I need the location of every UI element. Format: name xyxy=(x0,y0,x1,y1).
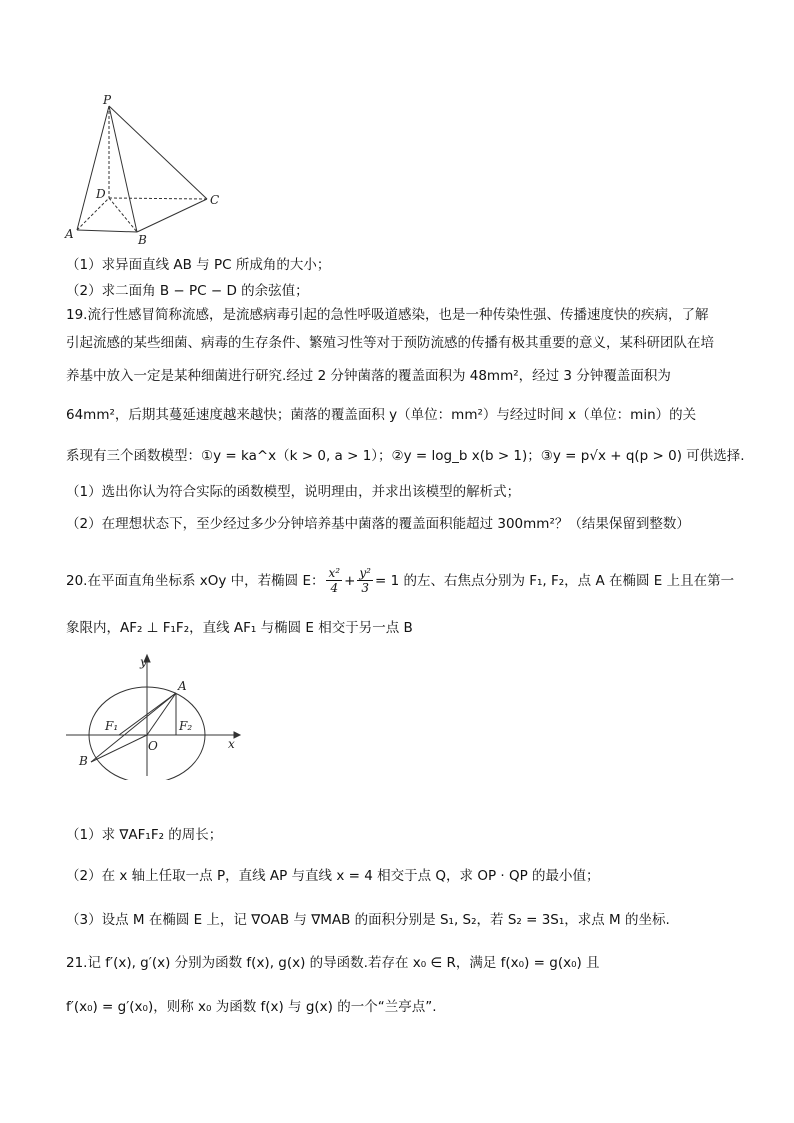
frac1-numerator: x² xyxy=(328,566,341,580)
ellipse-figure xyxy=(62,652,242,780)
q20-part2: （2）在 x 轴上任取一点 P，直线 AP 与直线 x = 4 相交于点 Q，求 OP · QP 的最小值； xyxy=(66,868,600,884)
q19-line1: 19.流行性感冒简称流感，是流感病毒引起的急性呼吸道感染，也是一种传染性强、传播速度快的疾病，了解 xyxy=(66,307,709,323)
label-F1: F₁ xyxy=(105,719,119,733)
q19-line2: 引起流感的某些细菌、病毒的生存条件、繁殖习性等对于预防流感的传播有极其重要的意义，某科研团队在培 xyxy=(66,335,714,351)
q19-part2: （2）在理想状态下，至少经过多少分钟培养基中菌落的覆盖面积能超过 300mm²？（结果保留到整数） xyxy=(66,516,690,532)
frac2-numerator: y² xyxy=(359,566,371,580)
q20-line1 xyxy=(66,566,734,595)
label-F2: F₂ xyxy=(179,719,193,733)
q19-line3: 养基中放入一定是某种细菌进行研究.经过 2 分钟菌落的覆盖面积为 48mm²，经过 3 分钟覆盖面积为 xyxy=(66,368,671,384)
q21-line2: f′(x₀) = g′(x₀)，则称 x₀ 为函数 f(x) 与 g(x) 的一个“兰亭点”. xyxy=(66,999,437,1015)
fraction-x2-over-4 xyxy=(326,566,342,595)
label-B: B xyxy=(79,754,88,768)
q20-part3: （3）设点 M 在椭圆 E 上，记 ∇OAB 与 ∇MAB 的面积分别是 S₁, S₂，若 S₂ = 3S₁，求点 M 的坐标. xyxy=(66,912,670,928)
frac1-denominator: 4 xyxy=(330,581,339,595)
label-x: x xyxy=(228,737,235,751)
q20-line2: 象限内，AF₂ ⊥ F₁F₂，直线 AF₁ 与椭圆 E 相交于另一点 B xyxy=(66,620,413,636)
q20-line1-suffix: = 1 的左、右焦点分别为 F₁, F₂，点 A 在椭圆 E 上且在第一 xyxy=(374,572,735,589)
label-O: O xyxy=(148,739,158,753)
pyramid-figure xyxy=(60,92,230,250)
label-D: D xyxy=(96,187,106,201)
label-P: P xyxy=(103,93,112,107)
label-B: B xyxy=(138,233,147,247)
label-y: y xyxy=(140,655,147,669)
q18-part2: （2）求二面角 B − PC − D 的余弦值； xyxy=(66,283,309,299)
q19-line4: 64mm²，后期其蔓延速度越来越快；菌落的覆盖面积 y（单位：mm²）与经过时间 x（单位：min）的关 xyxy=(66,407,697,423)
label-C: C xyxy=(210,193,220,207)
frac2-denominator: 3 xyxy=(361,581,369,595)
q18-part1: （1）求异面直线 AB 与 PC 所成角的大小； xyxy=(66,257,331,273)
label-A: A xyxy=(65,227,74,241)
q20-part1: （1）求 ∇AF₁F₂ 的周长； xyxy=(66,827,223,843)
q20-line1-prefix: 20.在平面直角坐标系 xOy 中，若椭圆 E： xyxy=(66,572,325,589)
q19-line5: 系现有三个函数模型：①y = ka^x（k > 0, a > 1）；②y = log_b x(b > 1)；③y = p√x + q(p > 0) 可供选择. xyxy=(66,448,745,464)
label-A: A xyxy=(178,679,187,693)
q21-line1: 21.记 f′(x), g′(x) 分别为函数 f(x), g(x) 的导函数.若存在 x₀ ∈ R，满足 f(x₀) = g(x₀) 且 xyxy=(66,955,600,971)
q19-part1: （1）选出你认为符合实际的函数模型，说明理由，并求出该模型的解析式； xyxy=(66,484,521,500)
fraction-y2-over-3 xyxy=(357,566,373,595)
plus-sign: + xyxy=(344,572,356,589)
